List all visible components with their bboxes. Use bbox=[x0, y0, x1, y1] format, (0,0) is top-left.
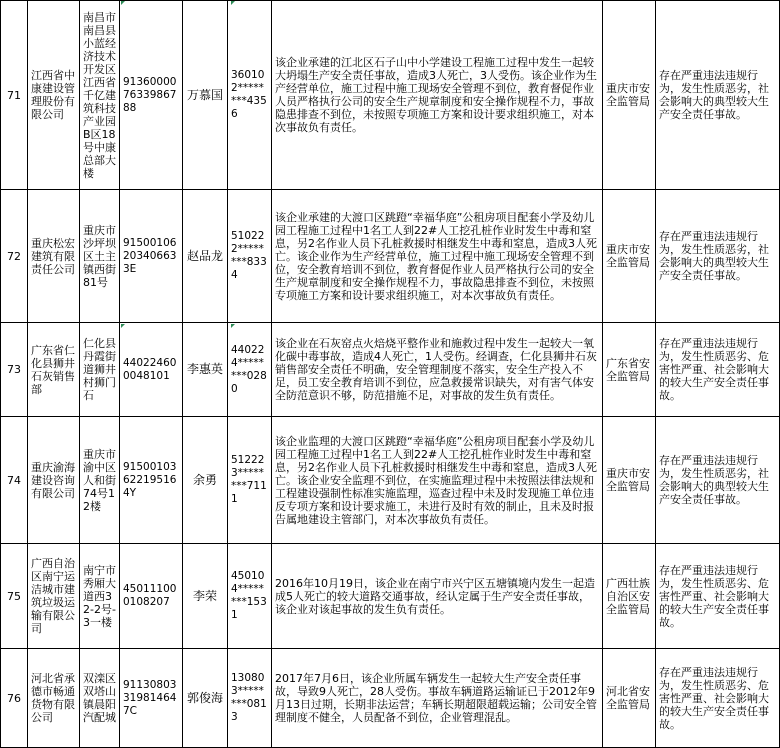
company-name: 广东省仁化县狮井石灰销售部 bbox=[28, 323, 80, 417]
row-number: 73 bbox=[1, 323, 28, 417]
cell-marker-icon bbox=[231, 324, 235, 328]
table-row bbox=[1, 1, 780, 190]
credit-code: 913600007633986788 bbox=[120, 1, 183, 190]
row-number: 76 bbox=[1, 649, 28, 748]
incident-description: 2017年7月6日，该企业所属车辆发生一起较大生产安全责任事故，导致9人死亡，28人受伤。事故车辆道路运输证已于2012年9月13日过期，长期非法运营；车辆长期超限超载运输；公司安全管理制度不健全，人员配备不到位，企业管理混乱。 bbox=[272, 649, 603, 748]
company-name: 江西省中康建设管理股份有限公司 bbox=[28, 1, 80, 190]
table-row bbox=[1, 190, 780, 323]
company-address: 南宁市秀厢大道西32-2号-3一楼 bbox=[80, 544, 120, 649]
company-address: 双滦区双塔山镇晨阳汽配城 bbox=[80, 649, 120, 748]
credit-code: 91500103622195164Y bbox=[120, 417, 183, 544]
id-number: 512223********7111 bbox=[228, 417, 272, 544]
reporting-authority: 广东省安全监管局 bbox=[603, 323, 656, 417]
incident-description: 该企业承建的江北区石子山中小学建设工程施工过程中发生一起较大坍塌生产安全责任事故，造成3人死亡，3人受伤。该企业作为生产经营单位，施工过程中施工现场安全管理不到位，教育督促作业人员严格执行公司的安全生产规章制度和安全操作规程不力，事故隐患排查不到位，未按照专项施工方案和设计要求组织施工，对本次事故负有责任。 bbox=[272, 1, 603, 190]
listing-reason: 存在严重违法违规行为，发生性质恶劣、危害性严重、社会影响大的较大生产安全责任事故。 bbox=[656, 649, 780, 748]
company-name: 河北省承德市畅通货物有限公司 bbox=[28, 649, 80, 748]
listing-reason: 存在严重违法违规行为，发生性质恶劣，社会影响大的典型较大生产安全责任事故。 bbox=[656, 190, 780, 323]
credit-code: 91500106203406633E bbox=[120, 190, 183, 323]
company-address: 重庆市渝中区人和街74号12楼 bbox=[80, 417, 120, 544]
company-name: 广西自治区南宁运洁城市建筑垃圾运输有限公司 bbox=[28, 544, 80, 649]
row-number: 74 bbox=[1, 417, 28, 544]
legal-representative: 李惠英 bbox=[183, 323, 228, 417]
incident-description: 该企业承建的大渡口区跳蹬“幸福华庭”公租房项目配套小学及幼儿园工程施工过程中1名工人到22#人工挖孔桩作业时发生中毒和窒息，另2名作业人员下孔桩救援时相继发生中毒和窒息，造成3人死亡。该企业作为生产经营单位，施工过程中施工现场安全管理不到位，安全教育培训不到位，教育督促作业人员严格执行公司的安全生产规章制度和安全操作规程不力，事故隐患排查不到位，未按照专项施工方案和设计要求组织施工，对本次事故负有责任。 bbox=[272, 190, 603, 323]
table-row bbox=[1, 649, 780, 748]
credit-code: 91130803319814647C bbox=[120, 649, 183, 748]
reporting-authority: 重庆市安全监管局 bbox=[603, 1, 656, 190]
cell-marker-icon bbox=[121, 1, 125, 5]
company-address: 南昌市南昌县小蓝经济技术开发区江西省千亿建筑科技产业园B区18号中康总部大楼 bbox=[80, 1, 120, 190]
company-name: 重庆渝海建设咨询有限公司 bbox=[28, 417, 80, 544]
table-row bbox=[1, 544, 780, 649]
id-number: 130803********0813 bbox=[228, 649, 272, 748]
incident-description: 2016年10月19日，该企业在南宁市兴宁区五塘镇境内发生一起造成5人死亡的较大道路交通事故，经认定属于生产安全责任事故，该企业对该起事故的发生负有责任。 bbox=[272, 544, 603, 649]
legal-representative: 郭俊海 bbox=[183, 649, 228, 748]
credit-code: 440224600048101 bbox=[120, 323, 183, 417]
company-name: 重庆松宏建筑有限责任公司 bbox=[28, 190, 80, 323]
company-address: 重庆市沙坪坝区土主镇西街81号 bbox=[80, 190, 120, 323]
table-row bbox=[1, 417, 780, 544]
reporting-authority: 重庆市安全监管局 bbox=[603, 417, 656, 544]
legal-representative: 余勇 bbox=[183, 417, 228, 544]
reporting-authority: 河北省安全监管局 bbox=[603, 649, 656, 748]
reporting-authority: 重庆市安全监管局 bbox=[603, 190, 656, 323]
cell-marker-icon bbox=[121, 324, 125, 328]
id-number: 510222********8334 bbox=[228, 190, 272, 323]
incident-description: 该企业监理的大渡口区跳蹬“幸福华庭”公租房项目配套小学及幼儿园工程施工过程中1名工人到22#人工挖孔桩作业时发生中毒和窒息，另2名作业人员下孔桩救援时相继发生中毒和窒息，造成3人死亡。该企业安全监理不到位，在实施监理过程中未按照法律法规和工程建设强制性标准实施监理，巡查过程中未及时发现施工单位违反专项方案和设计要求施工，未进行及时有效的制止，且未及时报告属地建设主管部门，对本次事故负有责任。 bbox=[272, 417, 603, 544]
credit-code: 450111000108207 bbox=[120, 544, 183, 649]
incident-description: 该企业在石灰窑点火焙烧平整作业和施救过程中发生一起较大一氧化碳中毒事故，造成4人死亡，1人受伤。经调查，仁化县狮井石灰销售部安全责任不明确，安全管理制度不落实，安全生产投入不足，员工安全教育培训不到位，应急救援常识缺失，对有害气体安全防范意识不够，防范措施不足，对事故的发生负有责任。 bbox=[272, 323, 603, 417]
listing-reason: 存在严重违法违规行为，发生性质恶劣，社会影响大的典型较大生产安全责任事故。 bbox=[656, 417, 780, 544]
row-number: 71 bbox=[1, 1, 28, 190]
id-number: 360102********4356 bbox=[228, 1, 272, 190]
id-number: 450104********1531 bbox=[228, 544, 272, 649]
reporting-authority: 广西壮族自治区安全监管局 bbox=[603, 544, 656, 649]
legal-representative: 李荣 bbox=[183, 544, 228, 649]
legal-representative: 赵品龙 bbox=[183, 190, 228, 323]
company-address: 仁化县丹霞街道狮井村狮门石 bbox=[80, 323, 120, 417]
row-number: 72 bbox=[1, 190, 28, 323]
legal-representative: 万慕国 bbox=[183, 1, 228, 190]
listing-reason: 存在严重违法违规行为，发生性质恶劣、危害性严重、社会影响大的较大生产安全责任事故。 bbox=[656, 544, 780, 649]
table-row bbox=[1, 323, 780, 417]
cell-marker-icon bbox=[231, 1, 235, 5]
row-number: 75 bbox=[1, 544, 28, 649]
listing-reason: 存在严重违法违规行为，发生性质恶劣，社会影响大的典型较大生产安全责任事故。 bbox=[656, 1, 780, 190]
id-number: 440224********0280 bbox=[228, 323, 272, 417]
listing-reason: 存在严重违法违规行为，发生性质恶劣、危害性严重、社会影响大的较大生产安全责任事故。 bbox=[656, 323, 780, 417]
